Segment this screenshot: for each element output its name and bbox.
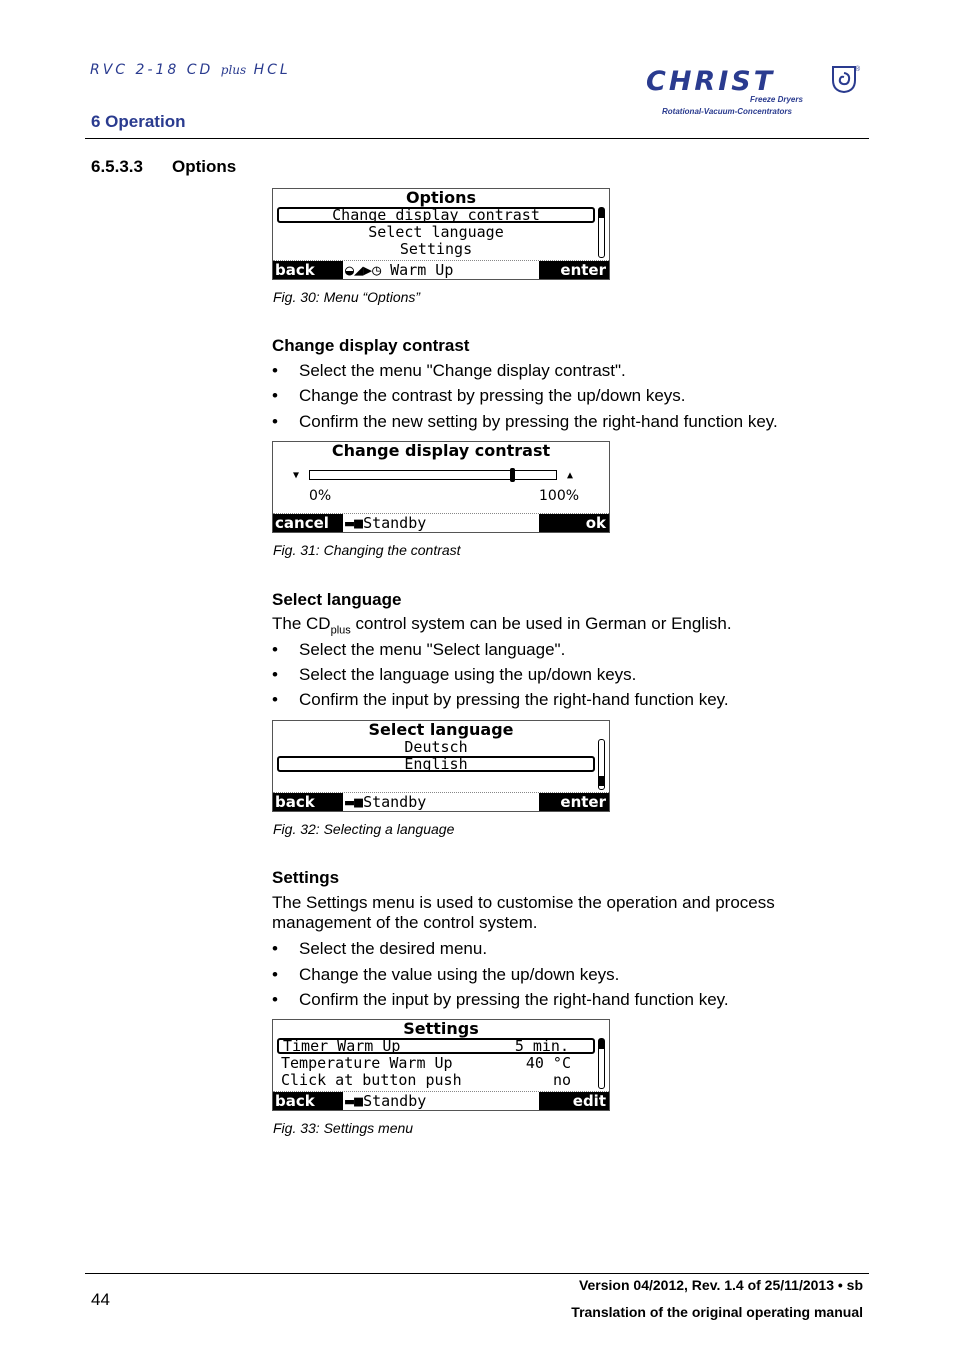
model-name: RVC 2-18 CD plus HCL [90,62,291,78]
status-text: Standby [363,793,427,811]
model-plus: plus [220,63,247,77]
standby-status-icons: ▬■ [345,1092,364,1110]
list-item: • Select the language using the up/down keys. [272,665,637,684]
language-screen [272,720,610,812]
scrollbar[interactable] [598,739,605,790]
settings-intro: The Settings menu is used to customise the operation and process management of the control system. [272,893,775,932]
christ-logo: CHRIST [646,66,776,97]
language-option-deutsch[interactable]: Deutsch [404,738,468,756]
list-item: • Confirm the input by pressing the right-hand function key. [272,690,729,709]
settings-screen [272,1019,610,1111]
screen-title: Select language [368,720,514,739]
cancel-key[interactable]: cancel [273,514,343,532]
screen-title: Settings [403,1019,479,1038]
menu-item-change-display-contrast[interactable]: Change display contrast [277,207,595,223]
status-text: Standby [363,1092,427,1110]
menu-item-settings[interactable]: Settings [399,240,473,258]
contrast-slider[interactable] [293,468,573,482]
slider-knob[interactable] [510,468,515,482]
language-option-english[interactable]: English [277,756,595,772]
warm-up-status-icons: ◒◢▶◷ [345,261,382,279]
chapter-title: 6 Operation [91,112,186,131]
menu-item-select-language[interactable]: Select language [368,223,504,241]
min-label: 0% [309,488,332,504]
setting-row-click-at-button-push[interactable]: Click at button push no [281,1071,571,1089]
edit-key[interactable]: edit [539,1092,609,1110]
status-text: Warm Up [390,261,454,279]
back-key[interactable]: back [273,261,343,279]
status-line [345,261,453,279]
figure-caption: Fig. 31: Changing the contrast [273,542,461,558]
enter-key[interactable]: enter [539,261,609,279]
section-title: Options [172,157,237,176]
ok-key[interactable]: ok [539,514,609,532]
standby-status-icons: ▬■ [345,514,364,532]
logo-tagline-2: Rotational-Vacuum-Concentrators [662,107,792,116]
list-item: • Confirm the input by pressing the right-hand function key. [272,990,729,1009]
logo-tagline-1: Freeze Dryers [750,95,803,104]
scrollbar[interactable] [598,1038,605,1089]
version-info: Version 04/2012, Rev. 1.4 of 25/11/2013 • sb [578,1277,863,1293]
status-line [345,514,426,532]
figure-caption: Fig. 33: Settings menu [273,1120,414,1136]
header-divider [85,138,869,139]
setting-row-temperature-warm-up[interactable]: Temperature Warm Up 40 °C [281,1054,571,1072]
list-item: • Change the contrast by pressing the up/down keys. [272,386,686,405]
registered-mark-icon: ® [855,66,861,73]
status-text: Standby [363,514,427,532]
list-item: • Select the menu "Change display contrast". [272,361,626,380]
subheading-settings: Settings [272,868,340,887]
list-item: • Confirm the new setting by pressing the right-hand function key. [272,412,778,431]
list-item: • Select the menu "Select language". [272,640,566,659]
translation-note: Translation of the original operating manual [571,1304,863,1320]
subheading-contrast: Change display contrast [272,336,470,355]
screen-title: Options [405,188,477,207]
back-key[interactable]: back [273,1092,343,1110]
status-line [345,793,426,811]
setting-row-timer-warm-up[interactable]: Timer Warm Up 5 min. [277,1038,595,1054]
page-number: 44 [91,1290,110,1309]
figure-caption: Fig. 30: Menu “Options” [273,289,421,305]
list-item: • Change the value using the up/down keys. [272,965,620,984]
contrast-screen [272,441,610,533]
standby-status-icons: ▬■ [345,793,364,811]
up-arrow-icon: ▲ [566,470,573,481]
subheading-language: Select language [272,590,402,609]
figure-caption: Fig. 32: Selecting a language [273,821,455,837]
scrollbar[interactable] [598,207,605,258]
enter-key[interactable]: enter [539,793,609,811]
list-item: • Select the desired menu. [272,939,488,958]
language-intro: The $CD_{plus}$ control system can be used in German or English. [272,614,732,637]
status-line [345,1092,426,1110]
section-number: 6.5.3.3 [91,157,143,176]
back-key[interactable]: back [273,793,343,811]
slider-track [309,470,557,480]
down-arrow-icon: ▼ [293,470,300,481]
footer-divider [85,1273,869,1274]
max-label: 100% [539,488,580,504]
screen-title: Change display contrast [331,441,551,460]
options-menu-screen [272,188,610,280]
